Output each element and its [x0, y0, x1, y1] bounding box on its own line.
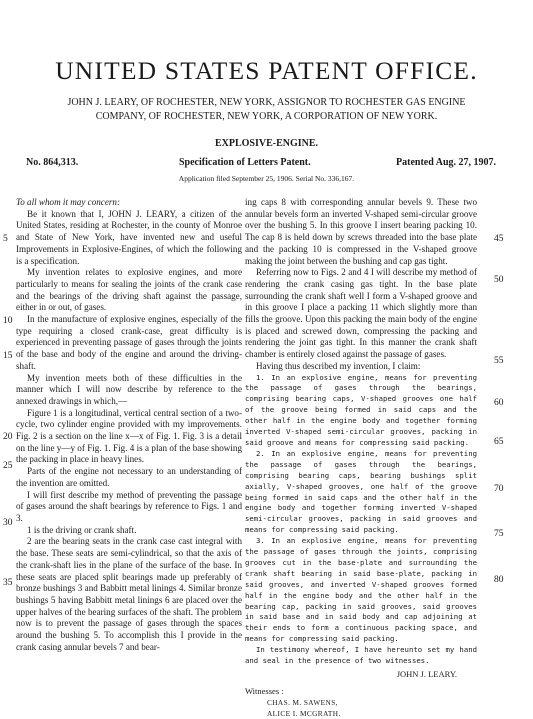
patent-number: No. 864,313.: [26, 157, 79, 168]
paragraph: ing caps 8 with corresponding annular bevels 9. These two annular bevels form an inverted V-shaped semi-circular groove over the bushing 5. In this groove I insert bearing packing 10. The cap 8 is held down by screws threaded into the base plate and the packing 10 is compressed in the V-shaped groove making the joint between the bushing and cap gas tight.: [245, 197, 477, 266]
specification-row: [26, 157, 496, 169]
paragraph: Referring now to Figs. 2 and 4 I will describe my method of rendering the crank casing gas tight. In the base plate surrounding the crank shaft well I form a V-shaped groove and in this groove I place a packing 11 which slightly more than fills the groove. Upon this packing the main body of the engine is placed and screwed down, compressing the packing and rendering the joint gas tight. In this manner the crank shaft chamber is entirely closed against the passage of gases.: [245, 267, 477, 360]
line-number: 75: [494, 529, 504, 539]
line-number: 70: [494, 484, 504, 494]
salutation: To all whom it may concern:: [16, 197, 120, 207]
witness-name: ALICE I. MCGRATH.: [267, 709, 341, 719]
paragraph: 1 is the driving or crank shaft.: [27, 524, 137, 535]
left-text-column: [16, 197, 242, 653]
paragraph: Having thus described my invention, I claim:: [256, 360, 421, 371]
paragraph: My invention meets both of these difficulties in the manner which I will now describe by reference to the annexed drawings in which,—: [16, 372, 242, 406]
paragraph: Parts of the engine not necessary to an understanding of the invention are omitted.: [16, 466, 242, 488]
right-paragraphs: [245, 197, 477, 373]
paragraph: My invention relates to explosive engines, and more particularly to means for sealing the joints of the crank case and the bearings of the driving shaft against the passage, either in or out, of gases.: [16, 267, 242, 313]
paragraph: I will first describe my method of preventing the passage of gases around the shaft bearings by reference to Figs. 1 and 3.: [16, 489, 242, 523]
claims-block: [245, 373, 477, 667]
claim: 3. In an explosive engine, means for preventing the passage of gases through the joints, comprising grooves cut in the base-plate and surrounding the crank shaft bearing in said base-plate, packing in said grooves, and inverted V-shaped grooves formed half in the engine body and the other half in the bearing cap, packing in said grooves, said grooves in said base and in said body and cap adjoining at their ends to form a continuous packing space, and means for compressing said packing.: [245, 536, 477, 644]
line-number: 55: [494, 356, 504, 366]
assignor-line: JOHN J. LEARY, OF ROCHESTER, NEW YORK, ASSIGNOR TO ROCHESTER GAS ENGINE: [67, 97, 466, 108]
testimony-clause: In testimony whereof, I have hereunto set my hand and seal in the presence of two witnesses.: [245, 645, 477, 666]
paragraph: 2 are the bearing seats in the crank case cast integral with the base. These seats are semi-cylindrical, so that the axis of the crank-shaft lies in the plane of the surface of the base. In these seats are placed split bearings made up preferably of bronze bushings 3 and Babbitt metal linings 4. Similar bronze bushings 5 having Babbitt metal linings 6 are placed over the upper halves of the bearing surfaces of the shaft. The problem now is to prevent the passage of gases through the spaces around the bushing 5. To accomplish this I provide in the crank casing annular bevels 7 and bear-: [16, 536, 242, 652]
line-number: 80: [494, 575, 504, 585]
application-filed-line: Application filed September 25, 1906. Serial No. 336,167.: [178, 174, 355, 183]
paragraph: In the manufacture of explosive engines, especially of the type requiring a closed crank-case, great difficulty is experienced in preventing passage of gases through the joints of the base and body of the engine and around the driving-shaft.: [16, 314, 242, 371]
right-text-column: [245, 197, 477, 719]
line-number: 25: [3, 461, 13, 471]
line-number: 65: [494, 437, 504, 447]
line-number: 35: [3, 578, 13, 588]
inventor-signature: JOHN J. LEARY.: [396, 669, 457, 680]
line-number: 50: [494, 275, 504, 285]
line-number: 10: [3, 316, 13, 326]
assignor-line: COMPANY, OF ROCHESTER, NEW YORK, A CORPORATION OF NEW YORK.: [95, 111, 438, 122]
witnesses-label: Witnesses :: [245, 686, 284, 697]
paragraph: Figure 1 is a longitudinal, vertical central section of a two-cycle, two cylinder engine provided with my improvements. Fig. 2 is a section on the line x—x of Fig. 1. Fig. 3 is a detail on the line y—y of Fig. 1. Fig. 4 is a plan of the base showing the packing in place in heavy lines.: [16, 407, 242, 465]
claim: 2. In an explosive engine, means for preventing the passage of gases through the bearings, comprising bearing caps, bearing bushings split axially, V-shaped grooves, one half of the groove being formed in said caps and the other half in the engine body and together forming inverted V-shaped semi-circular grooves, packing in said grooves and means for compressing said packing.: [245, 448, 477, 535]
line-number: 20: [3, 432, 13, 442]
invention-title: EXPLOSIVE-ENGINE.: [214, 138, 319, 149]
office-heading: UNITED STATES PATENT OFFICE.: [55, 56, 478, 85]
patented-date: Patented Aug. 27, 1907.: [396, 157, 496, 168]
claim: 1. In an explosive engine, means for preventing the passage of gases through the bearings, comprising bearing caps, V-shaped grooves one half of the groove being formed in said caps and the other half in the engine body and together forming inverted V-shaped semi-circular grooves, packing in said groove and means for compressing said packing.: [245, 372, 477, 447]
line-number: 5: [3, 234, 8, 244]
line-number: 60: [494, 398, 504, 408]
witness-name: CHAS. M. SAWENS,: [267, 698, 338, 708]
paragraph: Be it known that I, JOHN J. LEARY, a citizen of the United States, residing at Rochester, in the county of Monroe and State of New York, have invented new and useful Improvements in Explosive-Engines, of which the following is a specification.: [16, 208, 242, 266]
specification-label: Specification of Letters Patent.: [179, 157, 311, 168]
assignor-block: [0, 96, 533, 124]
line-number: 30: [3, 518, 13, 528]
line-number: 45: [494, 234, 504, 244]
line-number: 15: [3, 351, 13, 361]
witnesses-block: [245, 686, 477, 719]
